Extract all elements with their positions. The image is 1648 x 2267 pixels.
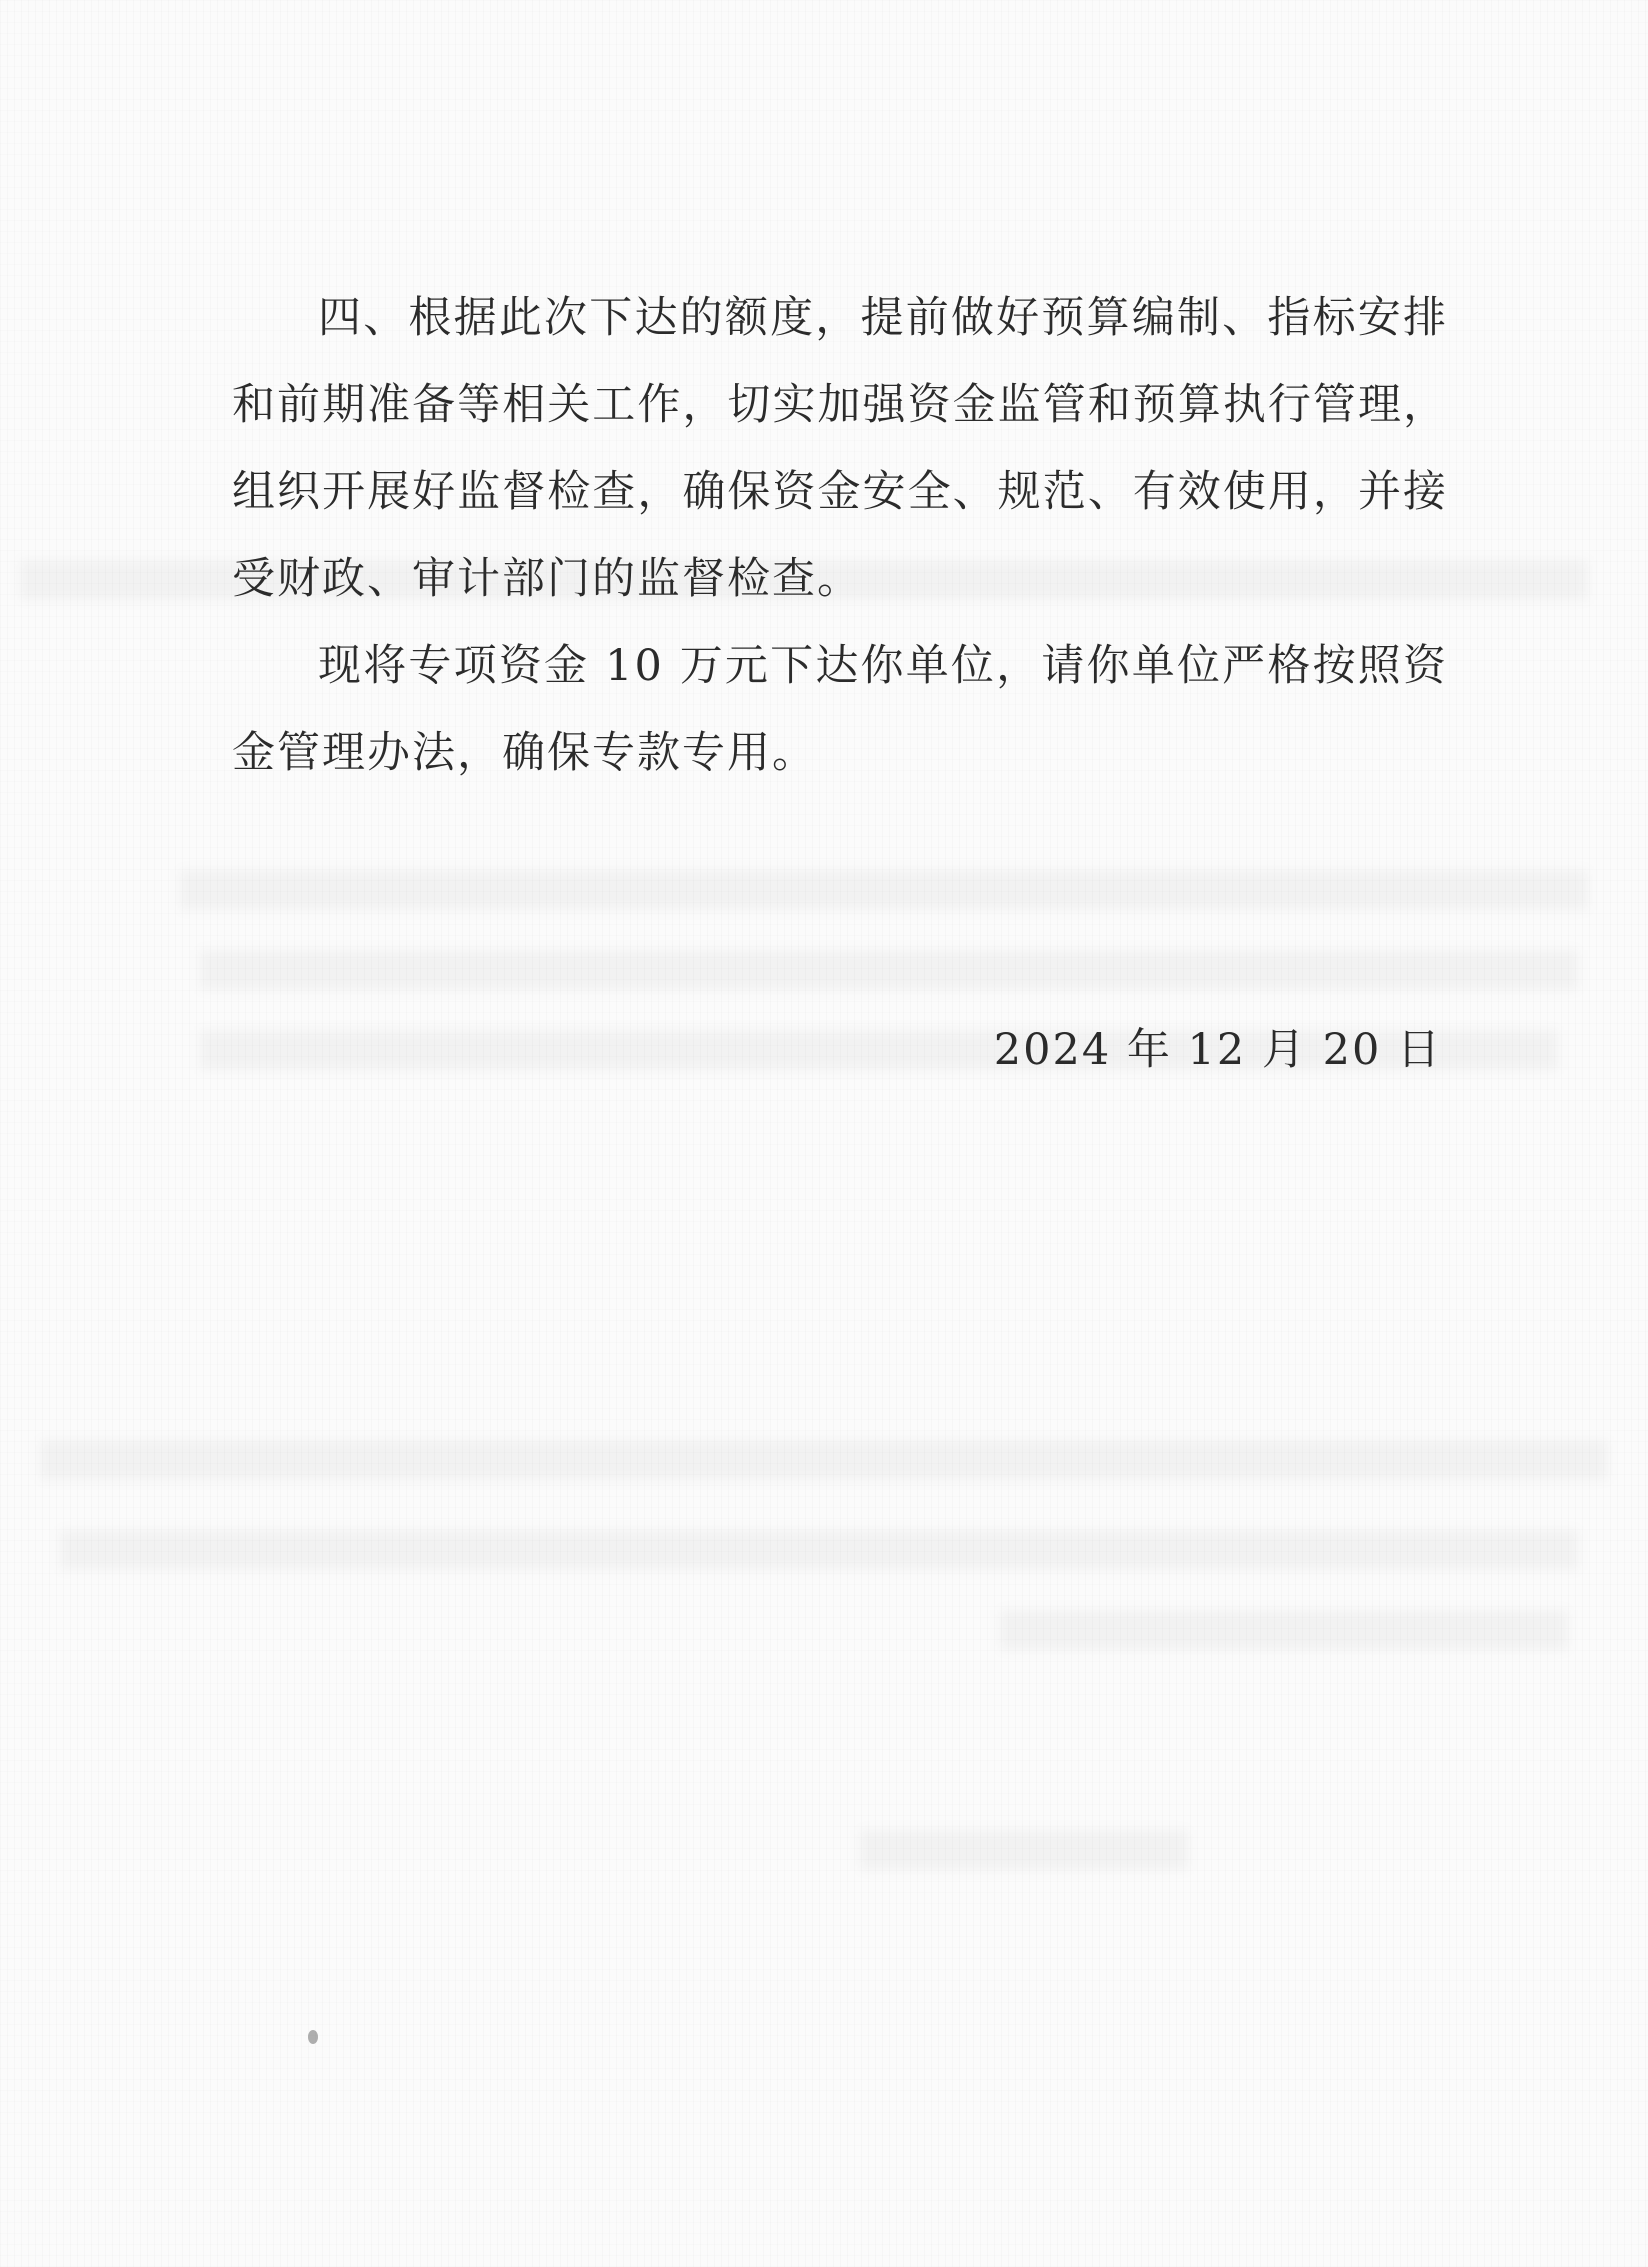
document-body <box>232 275 1448 797</box>
show-through-band <box>1000 1610 1568 1650</box>
show-through-band <box>60 1530 1578 1570</box>
paragraph-budget-supervision: 四、根据此次下达的额度，提前做好预算编制、指标安排和前期准备等相关工作，切实加强资金监管和预算执行管理，组织开展好监督检查，确保资金安全、规范、有效使用，并接受财政、审计部门的监督检查。 <box>232 293 1448 604</box>
document-date: 2024 年 12 月 20 日 <box>993 1025 1442 1075</box>
show-through-band <box>860 1830 1188 1870</box>
show-through-band <box>200 950 1578 990</box>
show-through-band <box>40 1440 1608 1480</box>
paragraph-fund-allocation: 现将专项资金 10 万元下达你单位，请你单位严格按照资金管理办法，确保专款专用。 <box>232 641 1448 778</box>
show-through-band <box>180 870 1588 910</box>
scan-speck <box>308 2030 318 2044</box>
